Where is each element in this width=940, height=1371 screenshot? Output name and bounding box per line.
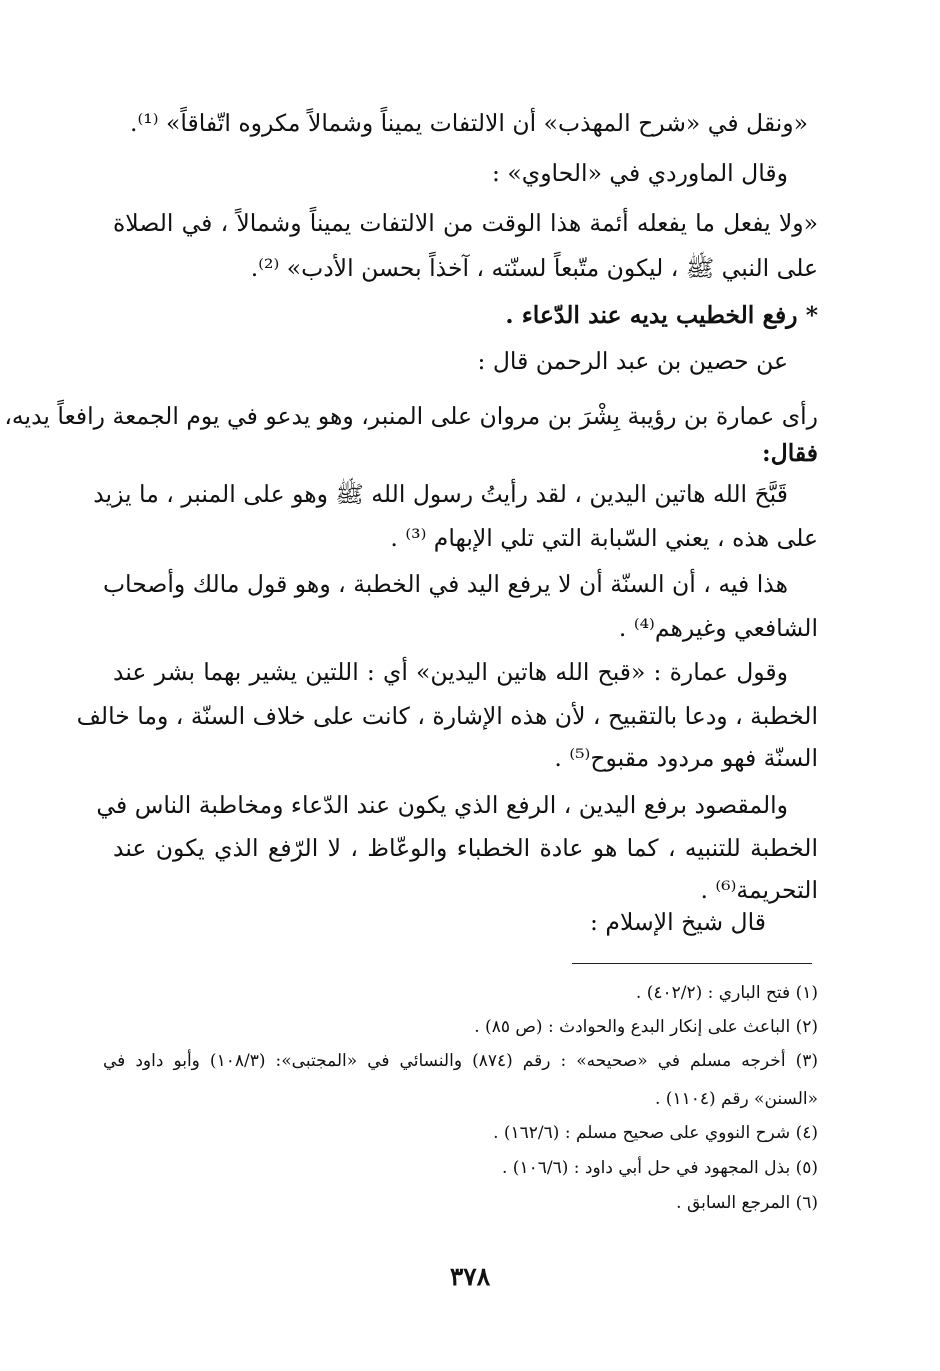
- body-line: التحريمة⁽⁶⁾ .: [700, 876, 818, 904]
- page-number: ٣٧٨: [449, 1262, 491, 1291]
- body-line: رأى عمارة بن رؤيبة بِشْرَ بن مروان على المنبر، وهو يدعو في يوم الجمعة رافعاً يديه،: [4, 402, 818, 430]
- footnote: «السنن» رقم (١١٠٤) .: [654, 1089, 818, 1109]
- section-heading: * رفع الخطيب يديه عند الدّعاء .: [505, 301, 818, 329]
- footnote: (٤) شرح النووي على صحيح مسلم : (١٦٢/٦) .: [493, 1123, 818, 1143]
- body-line: «ونقل في «شرح المهذب» أن الالتفات يميناً وشمالاً مكروه اتّفاقاً» ⁽¹⁾.: [130, 109, 808, 137]
- body-line: الخطبة ، ودعا بالتقبيح ، لأن هذه الإشارة ، كانت على خلاف السنّة ، وما خالف: [76, 702, 818, 730]
- footnote: (٥) بذل المجهود في حل أبي داود : (١٠٦/٦) .: [502, 1158, 818, 1178]
- body-line: على هذه ، يعني السّبابة التي تلي الإبهام ⁽³⁾ .: [390, 524, 818, 552]
- body-line: والمقصود برفع اليدين ، الرفع الذي يكون عند الدّعاء ومخاطبة الناس في: [96, 791, 788, 819]
- body-line: فقال:: [761, 439, 818, 467]
- body-line: الخطبة للتنبيه ، كما هو عادة الخطباء والوعّاظ ، لا الرّفع الذي يكون عند: [113, 834, 818, 862]
- footnote: (٢) الباعث على إنكار البدع والحوادث : (ص ٨٥) .: [474, 1017, 818, 1037]
- body-line: على النبي ﷺ ، ليكون متّبعاً لسنّته ، آخذاً بحسن الأدب» ⁽²⁾.: [250, 254, 818, 282]
- body-line: عن حصين بن عبد الرحمن قال :: [477, 347, 788, 375]
- body-line: قال شيخ الإسلام :: [590, 908, 766, 936]
- body-line: وقول عمارة : «قبح الله هاتين اليدين» أي : اللتين يشير بهما بشر عند: [113, 658, 788, 686]
- body-line: هذا فيه ، أن السنّة أن لا يرفع اليد في الخطبة ، وهو قول مالك وأصحاب: [102, 570, 788, 598]
- body-line: الشافعي وغيرهم⁽⁴⁾ .: [618, 614, 818, 642]
- footnote-separator: [572, 963, 812, 964]
- body-line: السنّة فهو مردود مقبوح⁽⁵⁾ .: [554, 744, 818, 772]
- body-line: «ولا يفعل ما يفعله أئمة هذا الوقت من الالتفات يميناً وشمالاً ، في الصلاة: [113, 209, 818, 237]
- body-line: قَبَّحَ الله هاتين اليدين ، لقد رأيتُ رسول الله ﷺ وهو على المنبر ، ما يزيد: [93, 480, 788, 508]
- body-line: وقال الماوردي في «الحاوي» :: [492, 159, 788, 187]
- footnote: (١) فتح الباري : (٤٠٢/٢) .: [635, 983, 818, 1003]
- footnote: (٦) المرجع السابق .: [676, 1193, 818, 1213]
- footnote: (٣) أخرجه مسلم في «صحيحه» : رقم (٨٧٤) والنسائي في «المجتبى»: (١٠٨/٣) وأبو داود في: [103, 1051, 818, 1071]
